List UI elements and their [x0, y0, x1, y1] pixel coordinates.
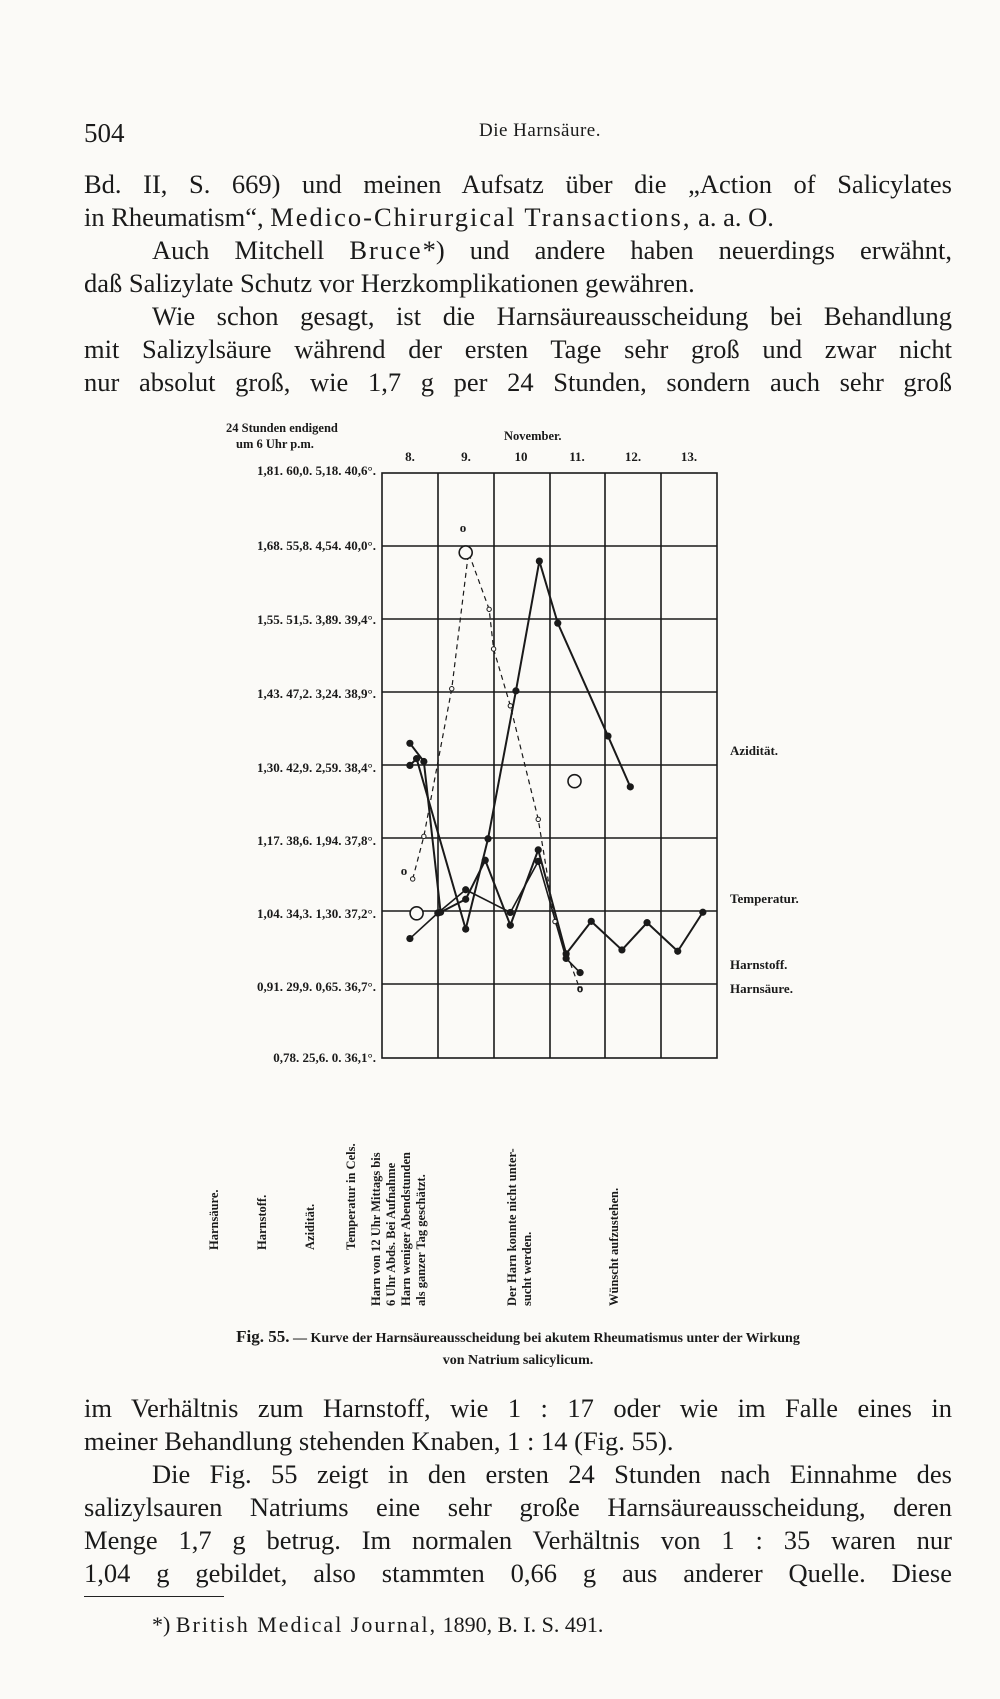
page-number: 504 — [84, 118, 125, 148]
text-line: Menge 1,7 g betrug. Im normalen Verhältnis von 1 : 35 waren nur — [84, 1525, 952, 1555]
label-harnsaeure: Harnsäure. — [730, 981, 793, 996]
data-point-harnstoff — [576, 969, 583, 976]
caption-line: von Natrium salicylicum. — [442, 1353, 594, 1368]
data-point-harnsure — [491, 647, 495, 651]
data-point-aziditt — [627, 783, 634, 790]
circle-value-label: o — [576, 980, 584, 995]
note-harn-line2: 6 Uhr Abds. Bei Aufnahme — [384, 1162, 398, 1306]
footnote-rule — [84, 1596, 224, 1597]
note-harn-line3: Harn weniger Abendstunden — [399, 1152, 413, 1306]
row-label: 1,04. 34,3. 1,30. 37,2°. — [257, 906, 376, 921]
data-point-harnstoff — [406, 935, 413, 942]
text-line: in Rheumatism“, Medico-Chirurgical Transactions, a. a. O. — [84, 202, 774, 232]
footnote: *) British Medical Journal, 1890, B. I. S. 491. — [152, 1612, 604, 1637]
label-aziditaet: Azidität. — [730, 743, 779, 758]
open-circle-marker — [410, 907, 423, 920]
data-point-harnsure — [536, 817, 540, 821]
text-line: im Verhältnis zum Harnstoff, wie 1 : 17 oder wie im Falle eines in — [84, 1393, 952, 1423]
data-point-temperatur — [674, 948, 681, 955]
data-point-harnsure — [487, 607, 491, 611]
data-point-harnsure — [508, 704, 512, 708]
header-month: November. — [504, 429, 562, 443]
data-point-temperatur — [507, 922, 514, 929]
row-label: 1,81. 60,0. 5,18. 40,6°. — [257, 463, 376, 478]
circle-value-label: o — [400, 863, 408, 878]
note-unters-line1: Der Harn konnte nicht unter- — [505, 1148, 519, 1306]
header-left-line2: um 6 Uhr p.m. — [236, 437, 314, 451]
data-point-harnsure — [422, 834, 426, 838]
day-label: 10 — [514, 449, 528, 464]
note-aufstehen: Wünscht aufzustehen. — [607, 1187, 621, 1306]
row-label: 0,91. 29,9. 0,65. 36,7°. — [257, 979, 376, 994]
data-point-aziditt — [536, 557, 543, 564]
data-point-harnstoff — [434, 909, 441, 916]
label-harnstoff: Harnstoff. — [730, 957, 788, 972]
data-point-aziditt — [484, 835, 491, 842]
day-label: 9. — [461, 449, 471, 464]
day-label: 8. — [405, 449, 415, 464]
data-point-harnstoff — [535, 858, 542, 865]
data-point-aziditt — [512, 687, 519, 694]
note-unters-line2: sucht werden. — [520, 1231, 534, 1306]
data-point-temperatur — [482, 857, 489, 864]
text-line: Auch Mitchell Bruce*) und andere haben neuerdings erwähnt, — [152, 235, 952, 265]
data-point-temperatur — [618, 946, 625, 953]
data-point-temperatur — [535, 846, 542, 853]
axis-title-harnsaeure: Harnsäure. — [207, 1189, 221, 1250]
row-label: 1,17. 38,6. 1,94. 37,8°. — [257, 833, 376, 848]
axis-title-aziditaet: Azidität. — [303, 1203, 317, 1250]
header-left-line1: 24 Stunden endigend — [226, 421, 338, 435]
text-line: 1,04 g gebildet, also stammten 0,66 g aus anderer Quelle. Diese — [84, 1558, 952, 1588]
data-point-aziditt — [604, 732, 611, 739]
data-point-temperatur — [420, 758, 427, 765]
text-line: salizylsauren Natriums eine sehr große Harnsäureausscheidung, deren — [84, 1492, 952, 1522]
text-line: nur absolut groß, wie 1,7 g per 24 Stunden, sondern auch sehr groß — [84, 367, 952, 397]
data-point-temperatur — [643, 919, 650, 926]
data-point-harnsure — [553, 919, 557, 923]
text-line: Wie schon gesagt, ist die Harnsäureausscheidung bei Behandlung — [152, 301, 952, 331]
text-line: mit Salizylsäure während der ersten Tage sehr groß und zwar nicht — [84, 334, 952, 364]
text-line: daß Salizylate Schutz vor Herzkomplikationen gewähren. — [84, 268, 695, 298]
caption-line: Fig. 55. — Kurve der Harnsäureausscheidung bei akutem Rheumatismus unter der Wirkung — [236, 1327, 800, 1346]
running-title: Die Harnsäure. — [478, 120, 601, 141]
data-point-aziditt — [462, 925, 469, 932]
chart-grid — [382, 473, 717, 1058]
data-point-temperatur — [406, 740, 413, 747]
data-point-harnstoff — [462, 886, 469, 893]
text-line: Bd. II, S. 669) und meinen Aufsatz über die „Action of Salicylates — [84, 169, 952, 199]
label-temperatur: Temperatur. — [730, 891, 799, 906]
paragraph-bottom — [84, 1392, 952, 1590]
text-line: Die Fig. 55 zeigt in den ersten 24 Stunden nach Einnahme des — [152, 1459, 952, 1489]
day-label: 13. — [680, 449, 698, 464]
figure-caption — [84, 1326, 952, 1372]
row-label: 1,55. 51,5. 3,89. 39,4°. — [257, 612, 376, 627]
circle-value-label: o — [459, 520, 467, 535]
series-line-harnstoff — [410, 861, 580, 972]
row-label: 1,68. 55,8. 4,54. 40,0°. — [257, 538, 376, 553]
note-harn-line4: als ganzer Tag geschätzt. — [414, 1174, 428, 1306]
data-point-temperatur — [699, 909, 706, 916]
data-point-harnstoff — [507, 909, 514, 916]
data-point-aziditt — [554, 620, 561, 627]
day-label: 11. — [569, 449, 585, 464]
data-point-harnsure — [450, 687, 454, 691]
data-point-temperatur — [462, 896, 469, 903]
row-label: 0,78. 25,6. 0. 36,1°. — [273, 1050, 376, 1065]
row-label: 1,43. 47,2. 3,24. 38,9°. — [257, 686, 376, 701]
data-point-harnsure — [410, 877, 414, 881]
axis-title-temperatur: Temperatur in Cels. — [344, 1143, 358, 1250]
data-point-temperatur — [588, 918, 595, 925]
day-label: 12. — [624, 449, 642, 464]
note-harn-line1: Harn von 12 Uhr Mittags bis — [369, 1152, 383, 1306]
data-point-aziditt — [406, 762, 413, 769]
open-circle-marker — [568, 775, 581, 788]
axis-title-harnstoff: Harnstoff. — [255, 1194, 269, 1250]
open-circle-marker — [459, 546, 472, 559]
row-label: 1,30. 42,9. 2,59. 38,4°. — [257, 760, 376, 775]
text-line: meiner Behandlung stehenden Knaben, 1 : 14 (Fig. 55). — [84, 1426, 674, 1456]
